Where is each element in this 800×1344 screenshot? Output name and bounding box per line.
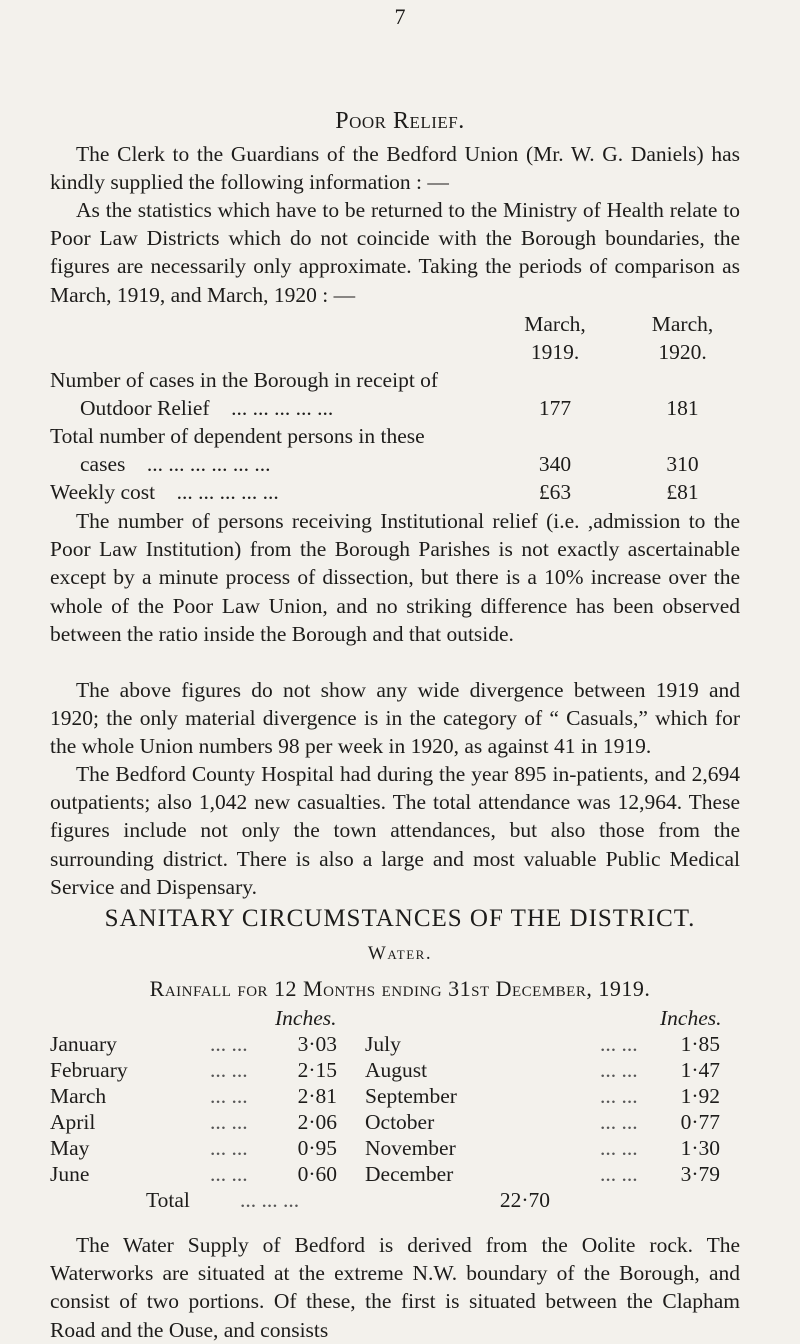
value-1919: £63 — [538, 480, 572, 504]
col1-month: March, — [524, 312, 586, 336]
leader-dots: ... ... — [210, 1162, 248, 1186]
table-row — [50, 1109, 750, 1135]
total-label: Total — [146, 1188, 190, 1212]
water-heading: Water. — [367, 943, 433, 964]
poor-relief-heading: Poor Relief. — [335, 108, 465, 134]
rainfall-value: 2·81 — [297, 1084, 337, 1108]
leader-dots: ... ... — [210, 1136, 248, 1160]
table-header-year — [50, 338, 740, 366]
leader-dots: ... ... — [210, 1058, 248, 1082]
table-row — [50, 366, 740, 394]
water-supply-text: The Water Supply of Bedford is derived from the Oolite rock. The Waterworks are situated at the extreme N.W. boundary of the Borough, and consist of two portions. Of these, the first is situated between the Clapham Road and the Ouse, and consists — [50, 1233, 740, 1342]
leader-dots: ... ... ... — [240, 1188, 300, 1212]
sanitary-heading: SANITARY CIRCUMSTANCES OF THE DISTRICT. — [104, 905, 696, 932]
month-right: July — [365, 1032, 401, 1056]
row-label-line1: Total number of dependent persons in these — [50, 424, 425, 448]
rainfall-value: 3·79 — [680, 1162, 720, 1186]
hospital-paragraph — [50, 760, 740, 901]
total-value: 22·70 — [499, 1188, 550, 1212]
table-row — [50, 450, 740, 478]
month-left: February — [50, 1058, 128, 1082]
month-right: September — [365, 1084, 457, 1108]
statistics-note-text: As the statistics which have to be returned to the Ministry of Health relate to Poor Law Districts which do not coincide with the Borough boundaries, the figures are necessarily only approximate. Taking the periods of comparison as March, 1919, and March, 1920 : — — [50, 198, 740, 307]
col2-year: 1920. — [658, 340, 707, 364]
table-header-month — [50, 310, 740, 338]
rainfall-value: 0·95 — [297, 1136, 337, 1160]
month-right: October — [365, 1110, 435, 1134]
intro-paragraph — [50, 140, 740, 196]
row-label-line2: Outdoor Relief ... ... ... ... ... — [80, 396, 334, 420]
table-row — [50, 1057, 750, 1083]
row-label-line2: cases ... ... ... ... ... ... — [80, 452, 271, 476]
rainfall-value: 3·03 — [297, 1032, 337, 1056]
leader-dots: ... ... — [600, 1110, 638, 1134]
row-label-line1: Number of cases in the Borough in receipt of — [50, 368, 439, 392]
casuals-paragraph — [50, 676, 740, 761]
rainfall-value: 2·15 — [297, 1058, 337, 1082]
month-right: December — [365, 1162, 454, 1186]
leader-dots: ... ... — [600, 1032, 638, 1056]
month-right: August — [365, 1058, 428, 1082]
leader-dots: ... ... — [210, 1110, 248, 1134]
total-row — [50, 1187, 750, 1213]
rainfall-heading: Rainfall for 12 Months ending 31st December, 1919. — [149, 976, 651, 1001]
table-row — [50, 1135, 750, 1161]
month-left: May — [50, 1136, 90, 1160]
value-1919: 177 — [538, 396, 572, 420]
rainfall-value: 1·85 — [680, 1032, 720, 1056]
unit-right: Inches. — [660, 1006, 722, 1030]
leader-dots: ... ... — [600, 1162, 638, 1186]
casuals-text: The above figures do not show any wide divergence between 1919 and 1920; the only material divergence is in the category of “ Casuals,” which for the whole Union numbers 98 per week in 1920, as against 41 in 1919. — [50, 678, 740, 759]
month-right: November — [365, 1136, 456, 1160]
col1-year: 1919. — [530, 340, 580, 364]
unit-left: Inches. — [275, 1006, 337, 1030]
statistics-note-paragraph — [50, 196, 740, 309]
leader-dots: ... ... — [600, 1058, 638, 1082]
leader-dots: ... ... — [600, 1084, 638, 1108]
rainfall-value: 2·06 — [297, 1110, 337, 1134]
institutional-relief-text: The number of persons receiving Institutional relief (i.e. ,admission to the Poor Law Institution) from the Borough Parishes is not exactly ascertainable except by a minute process of dissection, but there is a 10% increase over the whole of the Poor Law Union, and no striking difference has been observed between the ratio inside the Borough and that outside. — [50, 509, 740, 646]
table-row — [50, 478, 740, 506]
rainfall-value: 1·92 — [680, 1084, 720, 1108]
table-row — [50, 394, 740, 422]
rainfall-value: 1·30 — [680, 1136, 720, 1160]
value-1919: 340 — [538, 452, 572, 476]
institutional-relief-paragraph — [50, 507, 740, 648]
month-left: June — [50, 1162, 90, 1186]
month-left: January — [50, 1032, 117, 1056]
value-1920: 181 — [666, 396, 699, 420]
month-left: April — [50, 1110, 96, 1134]
table-row — [50, 1083, 750, 1109]
water-supply-paragraph — [50, 1231, 740, 1344]
page-number: 7 — [394, 4, 406, 29]
table-row — [50, 422, 740, 450]
rainfall-value: 1·47 — [680, 1058, 720, 1082]
value-1920: 310 — [666, 452, 699, 476]
leader-dots: ... ... — [210, 1032, 248, 1056]
leader-dots: ... ... — [600, 1136, 638, 1160]
leader-dots: ... ... — [210, 1084, 248, 1108]
hospital-text: The Bedford County Hospital had during the year 895 in-patients, and 2,694 outpatients; also 1,042 new casualties. The total attendance was 12,964. These figures include not only the town attendances, but also those from the surrounding district. There is also a large and most valuable Public Medical Service and Dispensary. — [50, 762, 740, 899]
table-row — [50, 1031, 750, 1057]
table-row — [50, 1161, 750, 1187]
col2-month: March, — [651, 312, 714, 336]
value-1920: £81 — [666, 480, 699, 504]
month-left: March — [50, 1084, 107, 1108]
rainfall-value: 0·60 — [297, 1162, 337, 1186]
row-label-line2: Weekly cost ... ... ... ... ... — [50, 480, 279, 504]
intro-text: The Clerk to the Guardians of the Bedford Union (Mr. W. G. Daniels) has kindly supplied the following information : — — [50, 142, 740, 195]
rainfall-value: 0·77 — [680, 1110, 720, 1134]
